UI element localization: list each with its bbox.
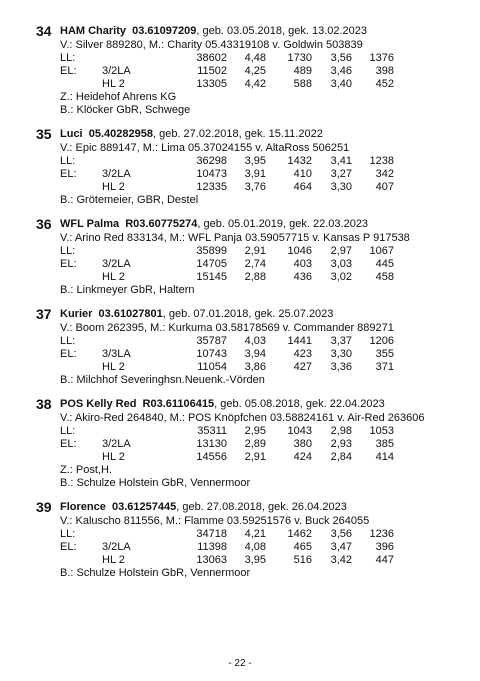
row-label: LL: (60, 528, 76, 540)
row-label: LL: (60, 335, 76, 347)
cow-dates: , geb. 05.08.2018, gek. 22.04.2023 (214, 398, 385, 410)
milk-kg: 34718 (196, 528, 227, 540)
fat-kg: 427 (293, 361, 312, 373)
parents-line: V.: Epic 889147, M.: Lima 05.37024155 v. AltaRoss 506251 (60, 142, 350, 154)
performance-row (36, 65, 466, 78)
fat-percent: 2,74 (244, 258, 266, 270)
fat-kg: 464 (293, 181, 312, 193)
row-label: EL: (60, 438, 77, 450)
fat-percent: 4,08 (244, 541, 266, 553)
owner-line: B.: Milchhof Severinghsn.Neuenk.-Vörden (60, 374, 265, 386)
fat-kg: 1432 (287, 155, 312, 167)
protein-percent: 2,98 (330, 425, 352, 437)
cow-id: 03.61027801 (98, 308, 163, 320)
milk-kg: 11054 (197, 361, 227, 373)
protein-percent: 3,47 (330, 541, 352, 553)
milk-kg: 38602 (196, 52, 227, 64)
fat-percent: 3,91 (244, 168, 266, 180)
fat-kg: 1730 (287, 52, 312, 64)
fat-percent: 3,95 (244, 554, 266, 566)
entry-number: 39 (36, 499, 52, 515)
cow-entry (36, 23, 466, 117)
lactation-label: 3/3LA (102, 348, 131, 360)
lactation-label: 3/2LA (102, 258, 131, 270)
protein-kg: 452 (375, 78, 394, 90)
performance-row (36, 52, 466, 65)
milk-kg: 13063 (196, 554, 227, 566)
protein-percent: 3,03 (330, 258, 352, 270)
fat-kg: 588 (293, 78, 312, 90)
protein-kg: 396 (375, 541, 394, 553)
fat-percent: 3,76 (244, 181, 266, 193)
protein-kg: 385 (375, 438, 394, 450)
protein-percent: 2,84 (330, 451, 352, 463)
lactation-label: HL 2 (102, 554, 125, 566)
entry-title (60, 396, 385, 412)
performance-row (36, 258, 466, 271)
performance-row (36, 271, 466, 284)
fat-kg: 410 (293, 168, 312, 180)
cow-id: 05.40282958 (88, 128, 153, 140)
protein-percent: 3,46 (330, 65, 352, 77)
cow-dates: , geb. 27.02.2018, gek. 15.11.2022 (152, 128, 323, 140)
cow-dates: , geb. 07.01.2018, gek. 25.07.2023 (162, 308, 334, 320)
owner-line: B.: Schulze Holstein GbR, Vennermoor (60, 477, 251, 489)
performance-row (36, 181, 466, 194)
protein-kg: 1236 (369, 528, 394, 540)
milk-kg: 13305 (196, 78, 227, 90)
entry-header (36, 396, 466, 412)
page-number: - 22 - (228, 658, 252, 669)
fat-kg: 489 (293, 65, 312, 77)
protein-kg: 355 (375, 348, 394, 360)
fat-percent: 2,89 (244, 438, 266, 450)
lactation-label: HL 2 (102, 181, 125, 193)
lactation-label: 3/2LA (102, 438, 131, 450)
milk-kg: 14556 (196, 451, 227, 463)
entry-header (36, 499, 466, 515)
entry-title (60, 126, 323, 142)
protein-percent: 3,56 (330, 52, 352, 64)
row-label: LL: (60, 52, 76, 64)
row-label: LL: (60, 155, 76, 167)
protein-percent: 3,56 (330, 528, 352, 540)
cow-entry (36, 396, 466, 490)
protein-kg: 458 (375, 271, 394, 283)
milk-kg: 15145 (196, 271, 227, 283)
milk-kg: 35787 (196, 335, 227, 347)
row-label: EL: (60, 168, 77, 180)
fat-kg: 380 (293, 438, 312, 450)
protein-kg: 407 (375, 181, 394, 193)
breeder-line: Z.: Heidehof Ahrens KG (60, 91, 177, 103)
owner-line: B.: Schulze Holstein GbR, Vennermoor (60, 567, 251, 579)
performance-row (36, 245, 466, 258)
fat-kg: 423 (293, 348, 312, 360)
protein-kg: 447 (375, 554, 394, 566)
fat-kg: 424 (293, 451, 312, 463)
fat-kg: 465 (293, 541, 312, 553)
protein-kg: 1206 (369, 335, 394, 347)
fat-kg: 436 (293, 271, 312, 283)
entry-header (36, 306, 466, 322)
entry-header (36, 126, 466, 142)
protein-kg: 414 (375, 451, 394, 463)
performance-row (36, 168, 466, 181)
parents-line: V.: Silver 889280, M.: Charity 05.43319108 v. Goldwin 503839 (60, 39, 363, 51)
fat-kg: 1462 (287, 528, 312, 540)
performance-row (36, 541, 466, 554)
entry-header (36, 23, 466, 39)
lactation-label: HL 2 (102, 361, 125, 373)
fat-percent: 4,21 (244, 528, 266, 540)
lactation-label: 3/2LA (102, 541, 131, 553)
milk-kg: 10473 (196, 168, 227, 180)
fat-percent: 4,25 (244, 65, 266, 77)
breeder-line: Z.: Post,H. (60, 464, 112, 476)
milk-kg: 13130 (196, 438, 227, 450)
cow-id: R03.61106415 (142, 398, 215, 410)
entry-number: 37 (36, 306, 52, 322)
cow-entry (36, 126, 466, 207)
cow-id: R03.60775274 (125, 218, 198, 230)
protein-percent: 3,27 (330, 168, 352, 180)
cow-name: Luci (60, 128, 83, 140)
lactation-label: HL 2 (102, 78, 125, 90)
fat-kg: 1046 (287, 245, 312, 257)
fat-kg: 516 (293, 554, 312, 566)
row-label: LL: (60, 425, 76, 437)
parents-line: V.: Kaluscho 811556, M.: Flamme 03.59251576 v. Buck 264055 (60, 515, 370, 527)
cow-id: 03.61097209 (132, 25, 197, 37)
protein-percent: 3,30 (330, 348, 352, 360)
fat-percent: 4,42 (244, 78, 266, 90)
cow-dates: , geb. 05.01.2019, gek. 22.03.2023 (197, 218, 369, 230)
protein-kg: 342 (375, 168, 394, 180)
performance-row (36, 361, 466, 374)
document-page (36, 23, 466, 589)
cow-entry (36, 216, 466, 297)
cow-id: 03.61257445 (111, 501, 177, 513)
owner-line: B.: Klöcker GbR, Schwege (60, 104, 191, 116)
milk-kg: 12335 (196, 181, 227, 193)
protein-percent: 2,93 (330, 438, 352, 450)
entry-number: 35 (36, 126, 52, 142)
fat-kg: 1043 (287, 425, 312, 437)
cow-name: WFL Palma (60, 218, 120, 230)
milk-kg: 36298 (196, 155, 227, 167)
protein-percent: 3,41 (330, 155, 352, 167)
entry-title (60, 216, 368, 232)
fat-percent: 3,86 (244, 361, 266, 373)
entry-number: 36 (36, 216, 52, 232)
parents-line: V.: Boom 262395, M.: Kurkuma 03.58178569 v. Commander 889271 (60, 322, 394, 334)
fat-percent: 2,91 (244, 245, 266, 257)
performance-row (36, 348, 466, 361)
milk-kg: 11502 (197, 65, 227, 77)
lactation-label: HL 2 (102, 271, 125, 283)
entry-title (60, 306, 333, 322)
protein-kg: 1053 (369, 425, 394, 437)
protein-percent: 2,97 (330, 245, 352, 257)
milk-kg: 11398 (197, 541, 227, 553)
fat-percent: 2,91 (244, 451, 266, 463)
lactation-label: HL 2 (102, 451, 125, 463)
milk-kg: 14705 (196, 258, 227, 270)
milk-kg: 35899 (196, 245, 227, 257)
owner-line: B.: Grötemeier, GBR, Destel (60, 194, 199, 206)
protein-kg: 1067 (369, 245, 394, 257)
cow-name: POS Kelly Red (60, 398, 137, 410)
cow-dates: , geb. 03.05.2018, gek. 13.02.2023 (196, 25, 368, 37)
performance-row (36, 438, 466, 451)
milk-kg: 35311 (197, 425, 227, 437)
fat-percent: 3,94 (244, 348, 266, 360)
performance-row (36, 78, 466, 91)
performance-row (36, 425, 466, 438)
cow-name: Florence (60, 501, 106, 513)
cow-entry (36, 306, 466, 387)
row-label: LL: (60, 245, 76, 257)
performance-row (36, 451, 466, 464)
lactation-label: 3/2LA (102, 168, 131, 180)
row-label: EL: (60, 258, 77, 270)
protein-percent: 3,30 (330, 181, 352, 193)
protein-percent: 3,02 (330, 271, 352, 283)
cow-name: Kurier (60, 308, 93, 320)
owner-line: B.: Linkmeyer GbR, Haltern (60, 284, 195, 296)
fat-percent: 3,95 (244, 155, 266, 167)
fat-percent: 2,88 (244, 271, 266, 283)
parents-line: V.: Akiro-Red 264840, M.: POS Knöpfchen 03.58824161 v. Air-Red 263606 (60, 412, 425, 424)
entry-number: 34 (36, 23, 52, 39)
protein-percent: 3,37 (330, 335, 352, 347)
performance-row (36, 528, 466, 541)
performance-row (36, 335, 466, 348)
performance-row (36, 155, 466, 168)
cow-entry (36, 499, 466, 580)
protein-kg: 371 (375, 361, 394, 373)
performance-row (36, 554, 466, 567)
fat-percent: 4,03 (244, 335, 266, 347)
entry-number: 38 (36, 396, 52, 412)
protein-kg: 1376 (369, 52, 394, 64)
fat-percent: 2,95 (244, 425, 266, 437)
entry-title (60, 499, 347, 515)
entry-title (60, 23, 367, 39)
cow-dates: , geb. 27.08.2018, gek. 26.04.2023 (176, 501, 347, 513)
protein-percent: 3,40 (330, 78, 352, 90)
cow-name: HAM Charity (60, 25, 127, 37)
protein-kg: 398 (375, 65, 394, 77)
fat-percent: 4,48 (244, 52, 266, 64)
row-label: EL: (60, 348, 77, 360)
fat-kg: 1441 (287, 335, 312, 347)
protein-percent: 3,42 (330, 554, 352, 566)
protein-percent: 3,36 (330, 361, 352, 373)
fat-kg: 403 (293, 258, 312, 270)
protein-kg: 1238 (369, 155, 394, 167)
protein-kg: 445 (375, 258, 394, 270)
parents-line: V.: Arino Red 833134, M.: WFL Panja 03.59057715 v. Kansas P 917538 (60, 232, 410, 244)
entry-header (36, 216, 466, 232)
milk-kg: 10743 (196, 348, 227, 360)
row-label: EL: (60, 541, 77, 553)
lactation-label: 3/2LA (102, 65, 131, 77)
row-label: EL: (60, 65, 77, 77)
